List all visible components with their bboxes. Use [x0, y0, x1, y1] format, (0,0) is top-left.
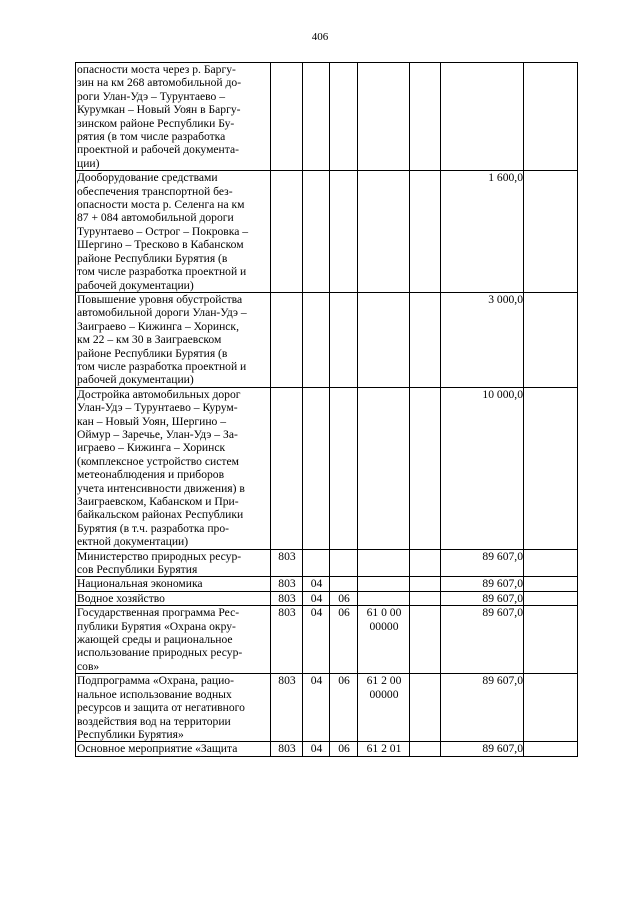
- row-name-cell: [76, 742, 271, 756]
- amount-extra-cell: [524, 742, 578, 756]
- section-code-cell: 04: [303, 674, 330, 742]
- expense-type-cell: [410, 63, 441, 171]
- amount-cell: 1 600,0: [441, 171, 524, 293]
- section-code-cell: 04: [303, 606, 330, 674]
- row-name-cell: [76, 591, 271, 605]
- grbs-code-cell: [271, 63, 303, 171]
- target-article-cell: [358, 171, 410, 293]
- row-name-cell: [76, 292, 271, 387]
- amount-cell: 3 000,0: [441, 292, 524, 387]
- row-name-cell: [76, 549, 271, 577]
- section-code-cell: [303, 549, 330, 577]
- expense-type-cell: [410, 292, 441, 387]
- section-code-cell: 04: [303, 591, 330, 605]
- table-row: [76, 674, 578, 742]
- target-article-cell: 61 2 01: [358, 742, 410, 756]
- amount-extra-cell: [524, 292, 578, 387]
- grbs-code-cell: 803: [271, 591, 303, 605]
- target-article-cell: [358, 292, 410, 387]
- amount-extra-cell: [524, 577, 578, 591]
- amount-cell: 89 607,0: [441, 577, 524, 591]
- subsection-code-cell: 06: [330, 674, 358, 742]
- row-name-text: Водное хозяйство: [77, 591, 165, 605]
- amount-extra-cell: [524, 591, 578, 605]
- amount-extra-cell: [524, 387, 578, 549]
- expense-type-cell: [410, 577, 441, 591]
- table-row: [76, 63, 578, 171]
- amount-cell: 89 607,0: [441, 742, 524, 756]
- row-name-text: Подпрограмма «Охрана, рацио- нальное использование водных ресурсов и защита от негативного воздействия вод на территории Республики Бурятия»: [77, 674, 245, 741]
- table-row: [76, 171, 578, 293]
- target-article-cell: [358, 387, 410, 549]
- expense-type-cell: [410, 606, 441, 674]
- table-row: [76, 591, 578, 605]
- table-row: [76, 577, 578, 591]
- row-name-text: Национальная экономика: [77, 577, 203, 591]
- amount-cell: 89 607,0: [441, 549, 524, 577]
- subsection-code-cell: [330, 63, 358, 171]
- amount-cell: 89 607,0: [441, 606, 524, 674]
- row-name-text: Достройка автомобильных дорог Улан-Удэ – Турунтаево – Курум- кан – Новый Уоян, Шергино – Оймур – Заречье, Улан-Удэ – За- играево – Кижинга – Хоринск (комплексное устройство систем метеонаблюдения и приборов учета интенсивности движения) в Заиграевском, Кабанском и При- байкальском районах Республики Бурятия (в т.ч. разработка про- ектной документации): [77, 387, 245, 549]
- target-article-cell: [358, 591, 410, 605]
- amount-extra-cell: [524, 171, 578, 293]
- row-name-cell: [76, 577, 271, 591]
- grbs-code-cell: 803: [271, 549, 303, 577]
- target-article-cell: [358, 577, 410, 591]
- target-article-cell: [358, 549, 410, 577]
- section-code-cell: 04: [303, 742, 330, 756]
- row-name-cell: [76, 606, 271, 674]
- section-code-cell: [303, 171, 330, 293]
- target-article-cell: [358, 63, 410, 171]
- row-name-text: Повышение уровня обустройства автомобильной дороги Улан-Удэ – Заиграево – Кижинга – Хоринск, км 22 – км 30 в Заиграевском районе Республики Бурятия (в том числе разработка проектной и рабочей документации): [77, 292, 247, 387]
- row-name-cell: [76, 387, 271, 549]
- table-row: [76, 742, 578, 756]
- section-code-cell: 04: [303, 577, 330, 591]
- page-number: 406: [311, 31, 329, 43]
- amount-cell: 89 607,0: [441, 674, 524, 742]
- row-name-text: Государственная программа Рес- публики Бурятия «Охрана окру- жающей среды и рациональное использование природных ресур- сов»: [77, 606, 243, 673]
- row-name-text: опасности моста через р. Баргу- зин на км 268 автомобильной до- роги Улан-Удэ – Турунтаево – Курумкан – Новый Уоян в Баргу- зинском районе Республики Бу- рятия (в том числе разработка проектной и рабочей документа- ции): [77, 63, 242, 170]
- subsection-code-cell: [330, 549, 358, 577]
- target-article-cell: 61 0 00 00000: [358, 606, 410, 674]
- subsection-code-cell: [330, 387, 358, 549]
- amount-extra-cell: [524, 549, 578, 577]
- grbs-code-cell: 803: [271, 606, 303, 674]
- section-code-cell: [303, 63, 330, 171]
- grbs-code-cell: [271, 387, 303, 549]
- amount-extra-cell: [524, 674, 578, 742]
- grbs-code-cell: [271, 292, 303, 387]
- row-name-text: Министерство природных ресур- сов Республики Бурятия: [77, 549, 242, 577]
- expense-type-cell: [410, 674, 441, 742]
- row-name-text: Основное мероприятие «Защита: [77, 742, 238, 756]
- expense-type-cell: [410, 387, 441, 549]
- amount-cell: [441, 63, 524, 171]
- target-article-cell: 61 2 00 00000: [358, 674, 410, 742]
- grbs-code-cell: 803: [271, 674, 303, 742]
- expense-type-cell: [410, 591, 441, 605]
- table-row: [76, 606, 578, 674]
- table-row: [76, 549, 578, 577]
- subsection-code-cell: [330, 577, 358, 591]
- amount-extra-cell: [524, 606, 578, 674]
- subsection-code-cell: [330, 171, 358, 293]
- amount-cell: 10 000,0: [441, 387, 524, 549]
- table-row: [76, 387, 578, 549]
- row-name-cell: [76, 674, 271, 742]
- grbs-code-cell: 803: [271, 742, 303, 756]
- row-name-text: Дооборудование средствами обеспечения транспортной без- опасности моста р. Селенга на км 87 + 084 автомобильной дороги Турунтаево – Острог – Покровка – Шергино – Тресково в Кабанском районе Республики Бурятия (в том числе разработка проектной и рабочей документации): [77, 171, 249, 292]
- row-name-cell: [76, 63, 271, 171]
- budget-table: [75, 62, 578, 757]
- expense-type-cell: [410, 171, 441, 293]
- subsection-code-cell: 06: [330, 742, 358, 756]
- table-body: [76, 63, 578, 757]
- table-row: [76, 292, 578, 387]
- row-name-cell: [76, 171, 271, 293]
- subsection-code-cell: [330, 292, 358, 387]
- grbs-code-cell: [271, 171, 303, 293]
- section-code-cell: [303, 292, 330, 387]
- amount-extra-cell: [524, 63, 578, 171]
- grbs-code-cell: 803: [271, 577, 303, 591]
- subsection-code-cell: 06: [330, 606, 358, 674]
- expense-type-cell: [410, 549, 441, 577]
- amount-cell: 89 607,0: [441, 591, 524, 605]
- subsection-code-cell: 06: [330, 591, 358, 605]
- expense-type-cell: [410, 742, 441, 756]
- section-code-cell: [303, 387, 330, 549]
